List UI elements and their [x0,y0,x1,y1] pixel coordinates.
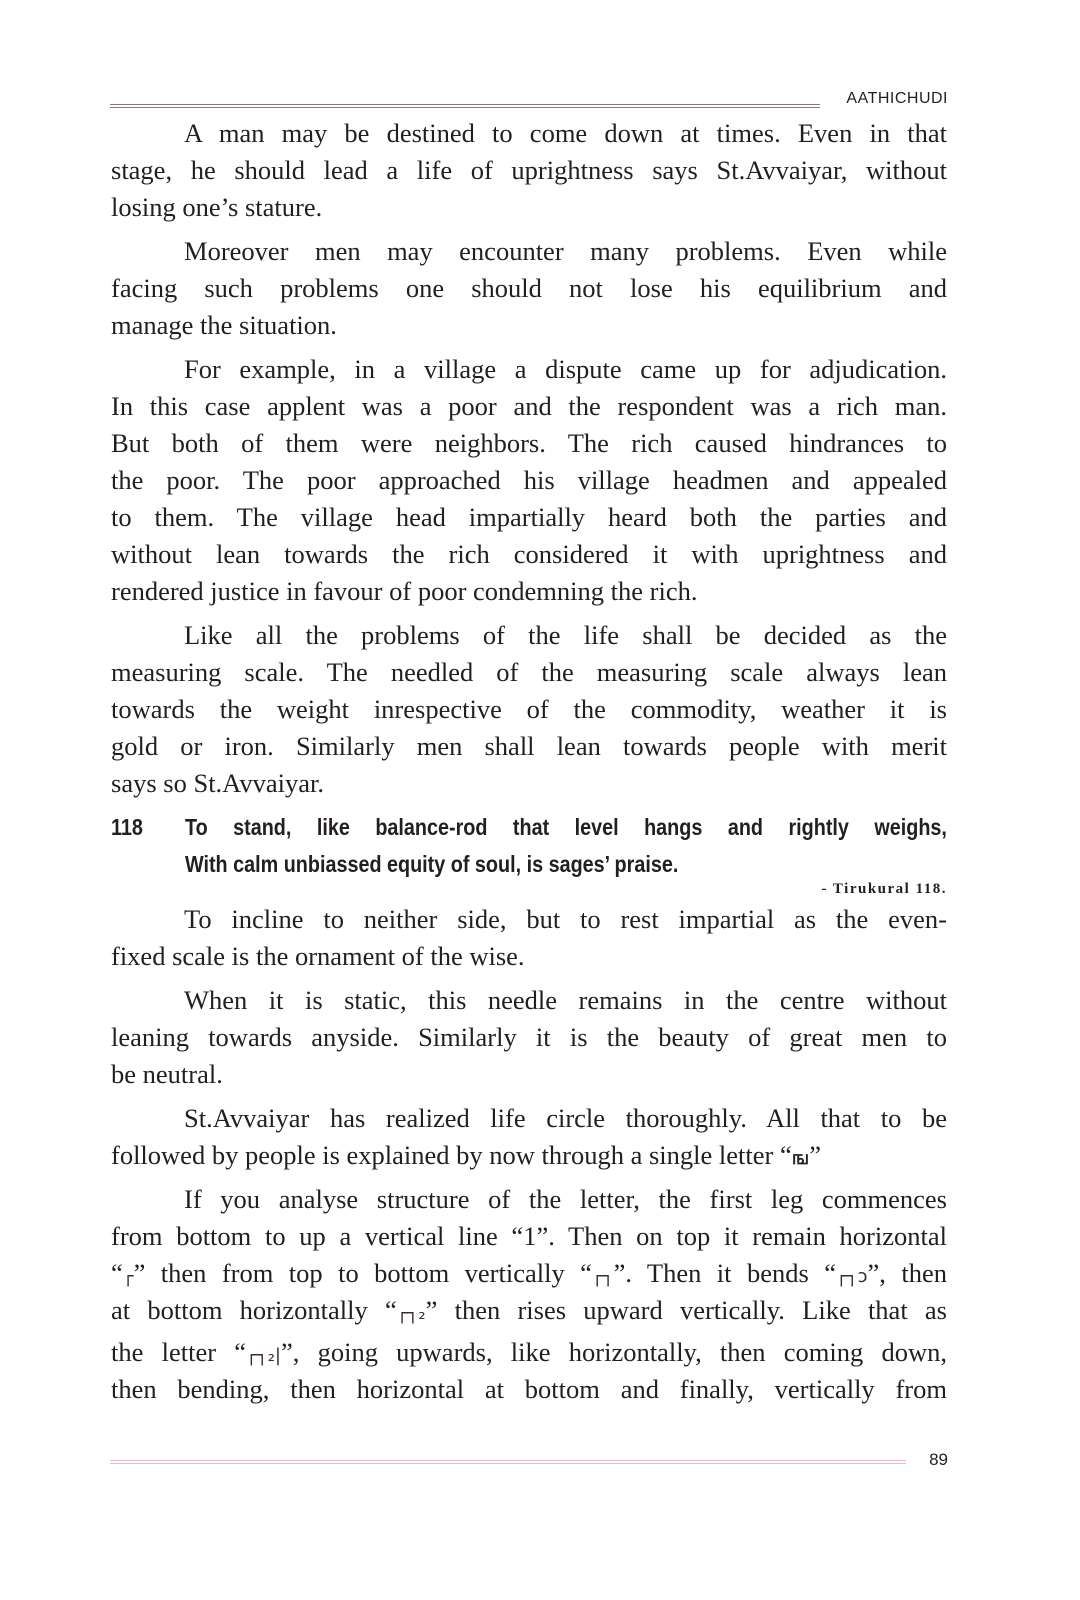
stroke-glyph: ┌ [122,1266,134,1287]
text-line: be neutral. [111,1059,223,1089]
kural-quote [111,809,947,883]
paragraph [111,233,947,344]
text-line: Like all the problems of the life shall be decided as the [184,620,947,650]
text-line: Moreover men may encounter many problems. Even while [184,236,947,266]
page-footer [110,1452,948,1472]
paragraph [111,982,947,1093]
text-line: To incline to neither side, but to rest impartial as the even- [184,904,947,934]
text-line: towards the weight inrespective of the commodity, weather it is [111,694,947,724]
text: ”. Then it bends “ [613,1258,836,1288]
paragraph [111,1181,947,1408]
paragraph [111,351,947,610]
text-line: In this case applent was a poor and the respondent was a rich man. [111,391,947,421]
page-number: 89 [929,1450,948,1469]
text-line: from bottom to up a vertical line “1”. Then on top it remain horizontal [111,1221,947,1251]
footer-rule [110,1460,906,1464]
stroke-glyph: ┌┐ↄ [835,1266,868,1287]
text-line: stage, he should lead a life of uprightness says St.Avvaiyar, without [111,155,947,185]
text-line [111,1137,947,1174]
paragraph [111,617,947,802]
text-line: to them. The village head impartially heard both the parties and [111,502,947,532]
header-title: AATHICHUDI [846,90,948,107]
text-line: St.Avvaiyar has realized life circle thoroughly. All that to be [184,1103,947,1133]
text: at bottom horizontally “ [111,1295,397,1325]
running-header [110,88,948,112]
stroke-glyph: ┌┐₂| [246,1345,281,1366]
text-line: fixed scale is the ornament of the wise. [111,941,525,971]
kural-number: 118 [111,814,143,840]
text-line: facing such problems one should not lose his equilibrium and [111,273,947,303]
text-line: manage the situation. [111,310,337,340]
text-line [111,1255,947,1292]
text-line [111,1292,947,1334]
text-line: A man may be destined to come down at times. Even in that [184,118,947,148]
text: ”, going upwards, like horizontally, then coming down, [280,1337,947,1367]
text-line: without lean towards the rich considered it with uprightness and [111,539,947,569]
text: ”, then [867,1258,947,1288]
tamil-letter: ங [791,1145,810,1169]
stroke-glyph: ┌┐ [591,1266,614,1287]
paragraph [111,115,947,226]
paragraph [111,1100,947,1174]
text: ” [809,1140,822,1170]
text: the letter “ [111,1337,247,1367]
text-line: gold or iron. Similarly men shall lean towards people with merit [111,731,947,761]
text-line: But both of them were neighbors. The rich caused hindrances to [111,428,947,458]
paragraph [111,901,947,975]
text-line: rendered justice in favour of poor condemning the rich. [111,576,698,606]
text-line: For example, in a village a dispute came up for adjudication. [184,354,947,384]
text-line: When it is static, this needle remains in the centre without [184,985,947,1015]
text: followed by people is explained by now through a single letter “ [111,1140,792,1170]
quote-line: To stand, like balance-rod that level hangs and rightly weighs, [184,814,947,840]
text-line [111,1334,947,1371]
text-line: If you analyse structure of the letter, the first leg commences [184,1184,947,1214]
text-line: the poor. The poor approached his village headmen and appealed [111,465,947,495]
text-line: leaning towards anyside. Similarly it is the beauty of great men to [111,1022,947,1052]
text: “ [111,1258,123,1288]
quote-line: With calm unbiassed equity of soul, is sages’ praise. [184,851,679,877]
text-line: measuring scale. The needled of the measuring scale always lean [111,657,947,687]
text-line: then bending, then horizontal at bottom and finally, vertically from [111,1374,947,1404]
stroke-glyph: ┌┐₂ [396,1303,426,1324]
page-body [111,115,947,1415]
text-line: losing one’s stature. [111,192,323,222]
text: ” then rises upward vertically. Like that as [425,1295,947,1325]
text-line: says so St.Avvaiyar. [111,768,324,798]
header-rule [110,104,820,108]
text: ” then from top to bottom vertically “ [133,1258,592,1288]
citation: - Tirukural 118. [821,881,947,897]
